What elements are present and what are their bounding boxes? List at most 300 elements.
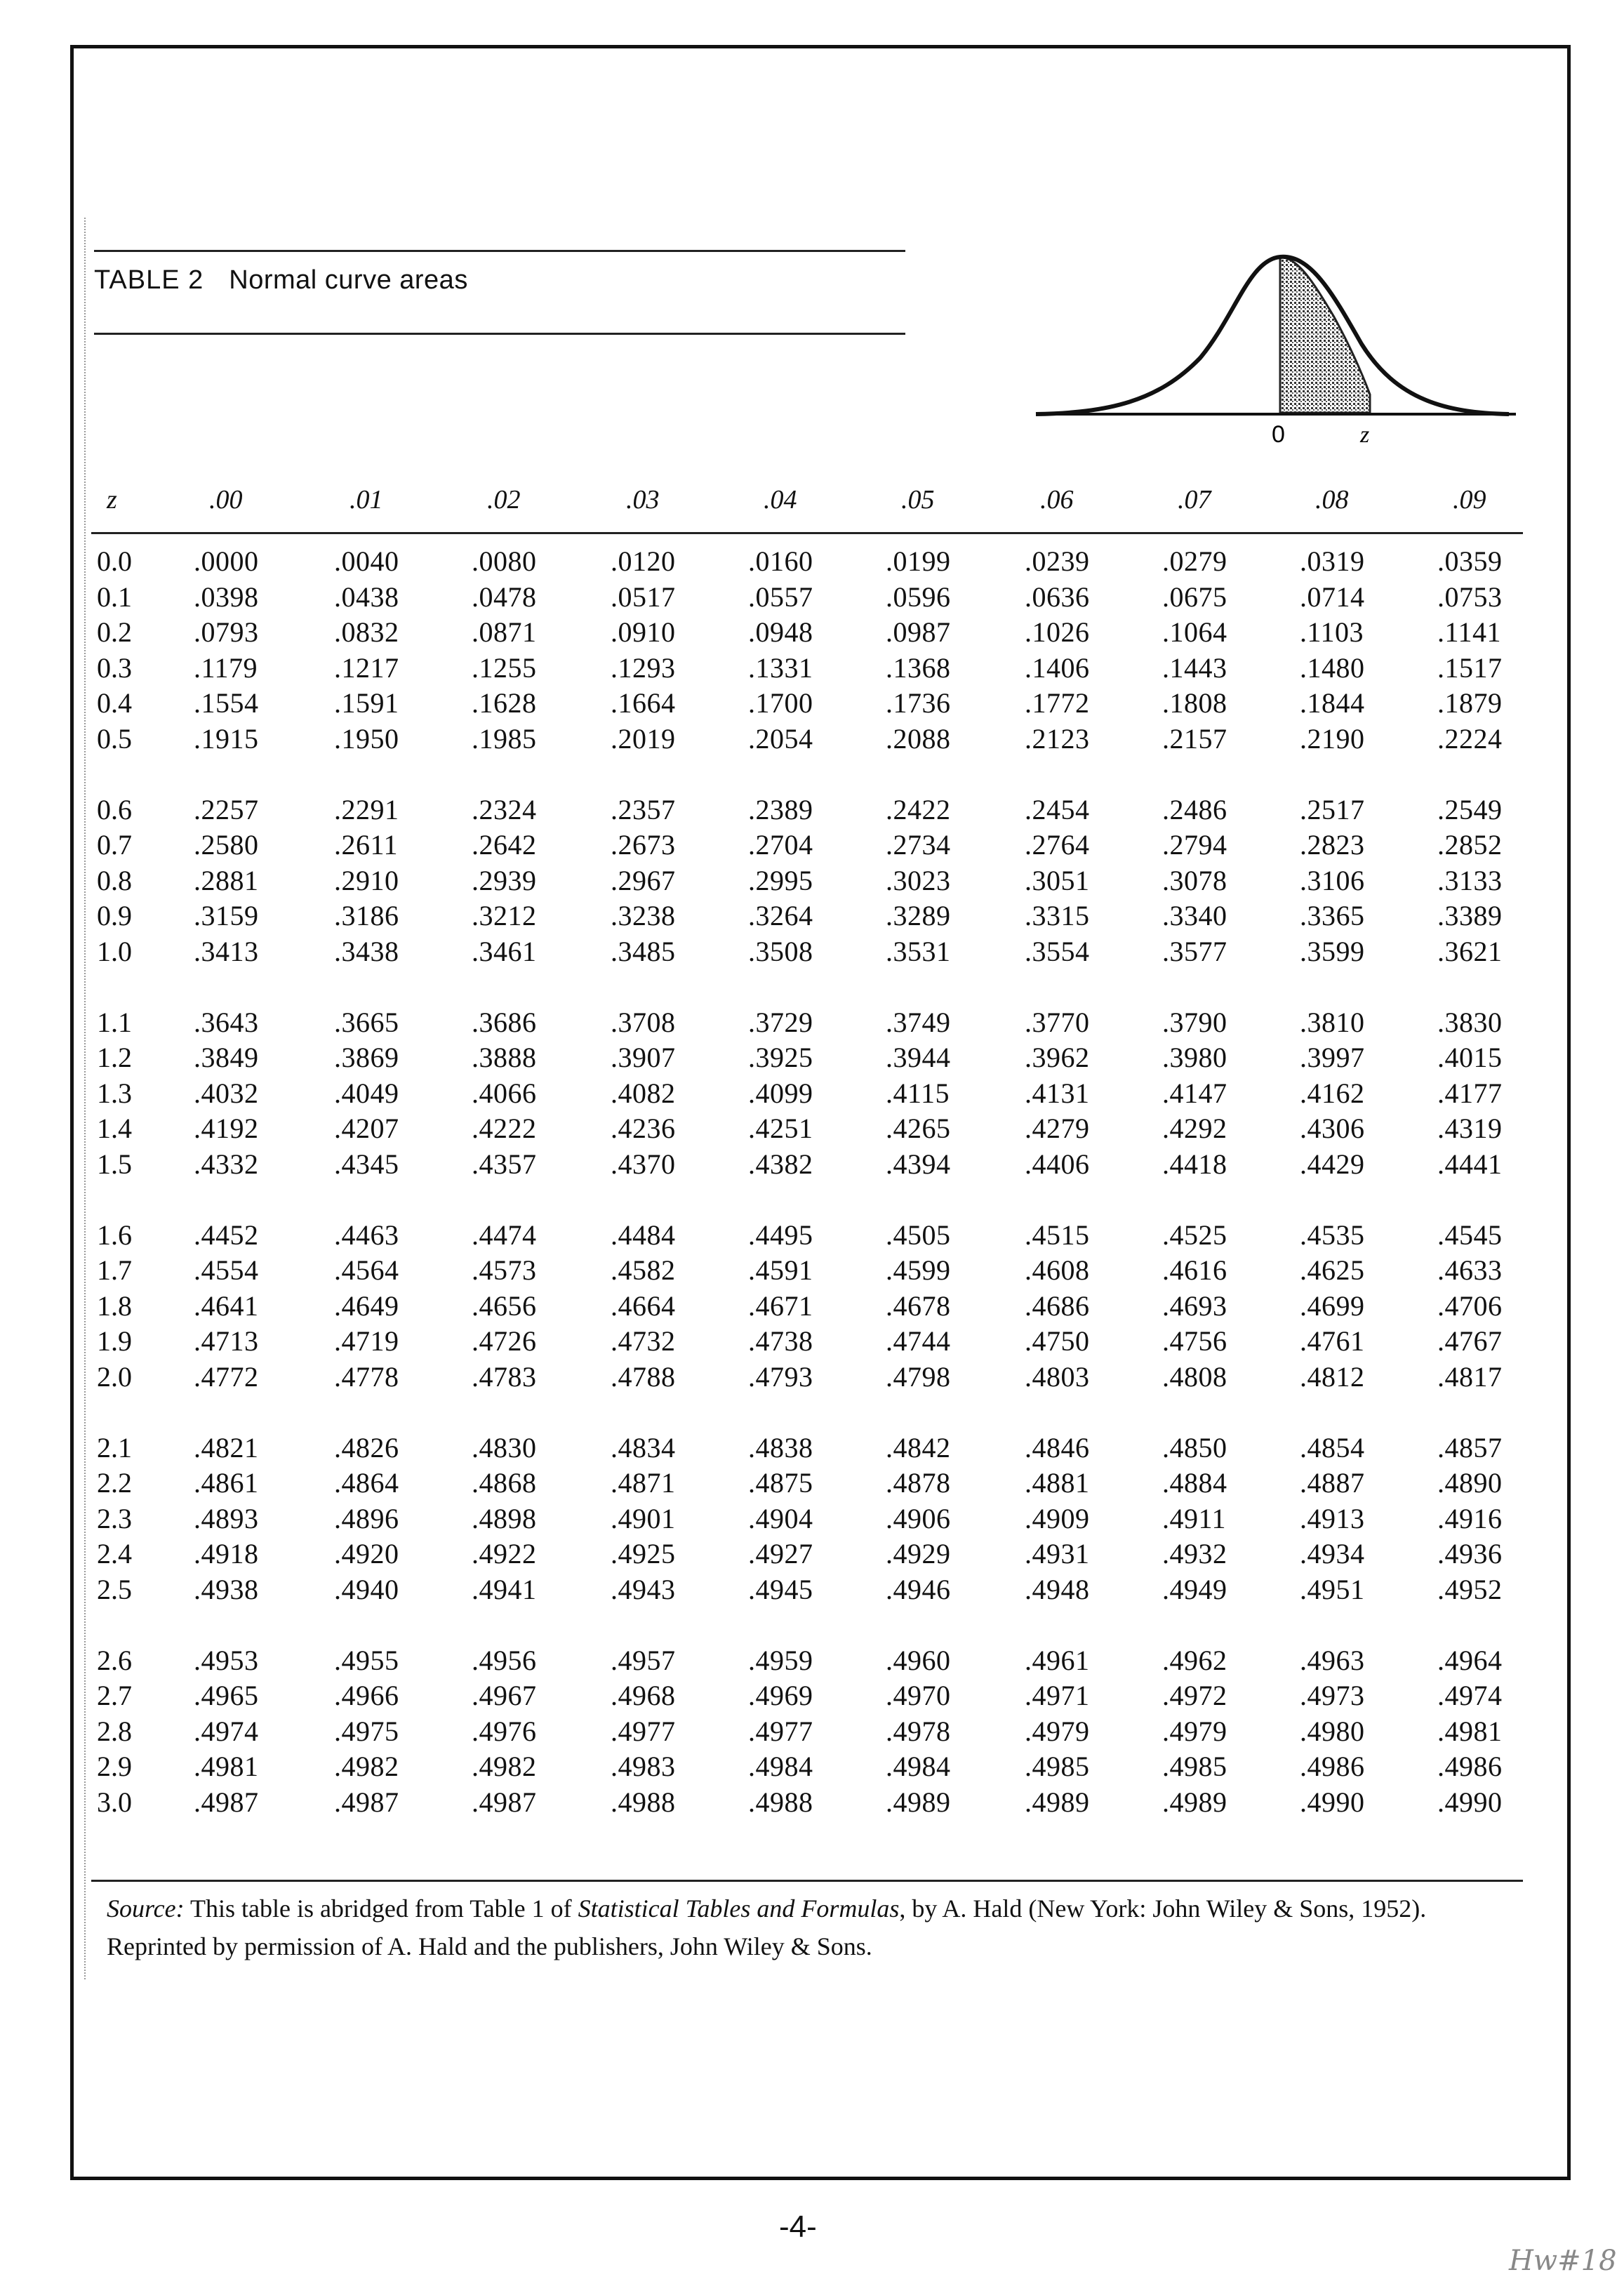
table-cell: .4441: [1437, 1148, 1503, 1180]
z-value: 0.8: [97, 864, 132, 896]
table-cell: .4990: [1437, 1786, 1503, 1818]
table-cell: .4884: [1162, 1467, 1227, 1499]
table-cell: .4817: [1437, 1361, 1503, 1393]
table-cell: .4911: [1162, 1502, 1227, 1534]
table-cell: .4987: [334, 1786, 399, 1818]
table-cell: .1628: [472, 687, 537, 719]
table-cell: .4976: [472, 1715, 537, 1747]
table-cell: .1103: [1300, 616, 1364, 649]
table-cell: .4693: [1162, 1289, 1227, 1322]
table-cell: .1255: [472, 651, 537, 684]
table-cell: .1064: [1162, 616, 1227, 649]
title-rule-bottom: [94, 333, 905, 335]
table-cell: .3023: [886, 864, 951, 896]
table-cell: .4909: [1025, 1502, 1090, 1534]
table-cell: .2454: [1025, 793, 1090, 825]
table-cell: .0000: [194, 545, 259, 577]
table-cell: .3962: [1025, 1042, 1090, 1074]
table-cell: .3729: [748, 1006, 813, 1038]
table-cell: .3389: [1437, 900, 1503, 932]
table-cell: .0279: [1162, 545, 1227, 577]
table-cell: .4962: [1162, 1644, 1227, 1676]
table-cell: .2357: [611, 793, 676, 825]
table-cell: .1700: [748, 687, 813, 719]
z-value: 1.4: [97, 1113, 132, 1145]
table-cell: .4382: [748, 1148, 813, 1180]
table-cell: .4591: [748, 1254, 813, 1287]
z-value: 2.7: [97, 1680, 132, 1712]
table-cell: .4949: [1162, 1574, 1227, 1605]
table-cell: .4850: [1162, 1431, 1227, 1463]
column-header: .02: [487, 485, 521, 515]
table-cell: .4881: [1025, 1467, 1090, 1499]
table-cell: .4744: [886, 1325, 951, 1357]
z-value: 3.0: [97, 1786, 132, 1818]
table-cell: .4394: [886, 1148, 951, 1180]
table-cell: .2517: [1300, 793, 1365, 825]
table-cell: .3554: [1025, 936, 1090, 967]
table-cell: .3289: [886, 900, 951, 932]
table-cell: .4979: [1162, 1715, 1227, 1747]
table-cell: .2123: [1025, 723, 1090, 755]
table-cell: .4971: [1025, 1680, 1090, 1712]
table-cell: .1772: [1025, 687, 1090, 719]
table-cell: .3159: [194, 900, 259, 932]
table-cell: .3830: [1437, 1006, 1503, 1038]
table-cell: .2088: [886, 723, 951, 755]
table-cell: .4750: [1025, 1325, 1090, 1357]
table-cell: .4927: [748, 1538, 813, 1570]
table-cell: .4793: [748, 1361, 813, 1393]
table-cell: .4941: [472, 1574, 537, 1605]
table-cell: .4495: [748, 1219, 813, 1251]
table-cell: .4131: [1025, 1077, 1090, 1109]
table-cell: .4898: [472, 1502, 537, 1534]
table-cell: .4474: [472, 1219, 537, 1251]
table-cell: .4929: [886, 1538, 951, 1570]
table-cell: .3749: [886, 1006, 951, 1038]
table-cell: .2324: [472, 793, 537, 825]
table-cell: .4279: [1025, 1113, 1090, 1145]
table-cell: .3944: [886, 1042, 951, 1074]
table-cell: .2823: [1300, 829, 1365, 861]
table-cell: .0636: [1025, 580, 1090, 613]
table-cell: .4616: [1162, 1254, 1227, 1287]
table-cell: .4871: [611, 1467, 676, 1499]
table-cell: .4970: [886, 1680, 951, 1712]
table-cell: .2939: [472, 864, 537, 896]
table-cell: .1808: [1162, 687, 1227, 719]
table-cell: .4115: [886, 1077, 950, 1109]
table-cell: .3078: [1162, 864, 1227, 896]
table-cell: .4319: [1437, 1113, 1503, 1145]
table-cell: .0557: [748, 580, 813, 613]
table-cell: .0948: [748, 616, 813, 649]
footer-rule: [91, 1880, 1523, 1882]
table-cell: .4985: [1025, 1751, 1090, 1783]
table-cell: .2642: [472, 829, 537, 861]
table-cell: .4966: [334, 1680, 399, 1712]
table-cell: .2580: [194, 829, 259, 861]
column-header: .05: [901, 485, 935, 515]
table-cell: .4901: [611, 1502, 676, 1534]
table-cell: .0239: [1025, 545, 1090, 577]
table-cell: .2995: [748, 864, 813, 896]
table-cell: .4345: [334, 1148, 399, 1180]
normal-curve-figure: [1025, 239, 1516, 456]
table-cell: .1217: [334, 651, 399, 684]
z-value: 0.5: [97, 723, 132, 755]
table-cell: .4988: [748, 1786, 813, 1818]
table-cell: .3531: [886, 936, 951, 967]
table-cell: .4671: [748, 1289, 813, 1322]
table-cell: .3790: [1162, 1006, 1227, 1038]
table-cell: .4989: [886, 1786, 951, 1818]
table-cell: .4961: [1025, 1644, 1090, 1676]
z-value: 1.3: [97, 1077, 132, 1109]
z-value: 0.9: [97, 900, 132, 932]
table-cell: .0478: [472, 580, 537, 613]
bell-curve: [1036, 257, 1509, 414]
table-cell: .4987: [472, 1786, 537, 1818]
table-cell: .1368: [886, 651, 951, 684]
table-cell: .4370: [611, 1148, 676, 1180]
z-header: z: [107, 485, 117, 515]
table-cell: .3051: [1025, 864, 1090, 896]
table-cell: .2291: [334, 793, 399, 825]
table-cell: .1517: [1437, 651, 1503, 684]
column-header: .06: [1040, 485, 1074, 515]
table-cell: .4706: [1437, 1289, 1503, 1322]
table-cell: .1026: [1025, 616, 1090, 649]
table-cell: .0714: [1300, 580, 1365, 613]
table-cell: .4965: [194, 1680, 259, 1712]
table-cell: .4656: [472, 1289, 537, 1322]
table-cell: .4162: [1300, 1077, 1365, 1109]
table-cell: .4633: [1437, 1254, 1503, 1287]
table-cell: .4981: [194, 1751, 259, 1783]
table-cell: .2389: [748, 793, 813, 825]
table-cell: .4732: [611, 1325, 676, 1357]
table-cell: .4756: [1162, 1325, 1227, 1357]
table-cell: .4963: [1300, 1644, 1365, 1676]
table-cell: .2257: [194, 793, 259, 825]
table-cell: .4082: [611, 1077, 676, 1109]
table-cell: .4982: [334, 1751, 399, 1783]
table-cell: .4982: [472, 1751, 537, 1783]
table-cell: .3907: [611, 1042, 676, 1074]
table-cell: .4973: [1300, 1680, 1365, 1712]
table-cell: .2967: [611, 864, 676, 896]
table-cell: .4990: [1300, 1786, 1365, 1818]
table-cell: .0040: [334, 545, 399, 577]
table-cell: .3212: [472, 900, 537, 932]
table-cell: .4788: [611, 1361, 676, 1393]
table-cell: .2673: [611, 829, 676, 861]
table-cell: .4265: [886, 1113, 951, 1145]
table-cell: .4875: [748, 1467, 813, 1499]
table-cell: .3888: [472, 1042, 537, 1074]
table-cell: .4981: [1437, 1715, 1503, 1747]
table-cell: .4857: [1437, 1431, 1503, 1463]
table-cell: .3686: [472, 1006, 537, 1038]
table-cell: .1915: [194, 723, 259, 755]
table-cell: .4719: [334, 1325, 399, 1357]
table-cell: .4515: [1025, 1219, 1090, 1251]
table-cell: .3365: [1300, 900, 1365, 932]
origin-label: 0: [1272, 421, 1285, 448]
table-cell: .4306: [1300, 1113, 1365, 1145]
table-cell: .4649: [334, 1289, 399, 1322]
table-cell: .1664: [611, 687, 676, 719]
table-title: [94, 265, 468, 296]
table-cell: .1554: [194, 687, 259, 719]
table-cell: .1141: [1437, 616, 1502, 649]
table-cell: .3770: [1025, 1006, 1090, 1038]
z-value: 2.9: [97, 1751, 132, 1783]
column-header: .09: [1453, 485, 1486, 515]
table-cell: .3599: [1300, 936, 1365, 967]
table-cell: .4920: [334, 1538, 399, 1570]
page-number: -4-: [779, 2210, 817, 2244]
table-cell: .4975: [334, 1715, 399, 1747]
table-cell: .4983: [611, 1751, 676, 1783]
table-cell: .4934: [1300, 1538, 1365, 1570]
table-cell: .3413: [194, 936, 259, 967]
z-value: 0.1: [97, 580, 132, 613]
z-value: 0.7: [97, 829, 132, 861]
table-cell: .2422: [886, 793, 951, 825]
table-cell: .1480: [1300, 651, 1365, 684]
table-cell: .3485: [611, 936, 676, 967]
table-cell: .4505: [886, 1219, 951, 1251]
table-cell: .4938: [194, 1574, 259, 1605]
table-cell: .2910: [334, 864, 399, 896]
column-header: .01: [350, 485, 383, 515]
table-cell: .4878: [886, 1467, 951, 1499]
table-cell: .4222: [472, 1113, 537, 1145]
table-cell: .3980: [1162, 1042, 1227, 1074]
z-value: 1.2: [97, 1042, 132, 1074]
table-cell: .4726: [472, 1325, 537, 1357]
table-cell: .4925: [611, 1538, 676, 1570]
table-cell: .4842: [886, 1431, 951, 1463]
table-cell: .0160: [748, 545, 813, 577]
table-cell: .4906: [886, 1502, 951, 1534]
table-cell: .4678: [886, 1289, 951, 1322]
z-value: 1.5: [97, 1148, 132, 1180]
table-cell: .3925: [748, 1042, 813, 1074]
table-cell: .4978: [886, 1715, 951, 1747]
table-cell: .2019: [611, 723, 676, 755]
table-cell: .2794: [1162, 829, 1227, 861]
table-cell: .4761: [1300, 1325, 1365, 1357]
table-cell: .1591: [334, 687, 399, 719]
table-cell: .1879: [1437, 687, 1503, 719]
table-cell: .4573: [472, 1254, 537, 1287]
table-cell: .3869: [334, 1042, 399, 1074]
table-cell: .2549: [1437, 793, 1503, 825]
table-cell: .0359: [1437, 545, 1503, 577]
table-cell: .4332: [194, 1148, 259, 1180]
table-cell: .3849: [194, 1042, 259, 1074]
table-cell: .4980: [1300, 1715, 1365, 1747]
table-cell: .4798: [886, 1361, 951, 1393]
table-cell: .4846: [1025, 1431, 1090, 1463]
table-cell: .0987: [886, 616, 951, 649]
table-cell: .3508: [748, 936, 813, 967]
table-cell: .1844: [1300, 687, 1365, 719]
table-cell: .4932: [1162, 1538, 1227, 1570]
table-cell: .1331: [748, 651, 813, 684]
table-cell: .4985: [1162, 1751, 1227, 1783]
source-text-1: This table is abridged from Table 1 of: [184, 1894, 578, 1923]
table-cell: .3665: [334, 1006, 399, 1038]
table-cell: .4968: [611, 1680, 676, 1712]
table-cell: .4896: [334, 1502, 399, 1534]
table-cell: .0910: [611, 616, 676, 649]
table-cell: .4564: [334, 1254, 399, 1287]
table-cell: .4236: [611, 1113, 676, 1145]
table-cell: .4830: [472, 1431, 537, 1463]
table-cell: .0675: [1162, 580, 1227, 613]
table-cell: .4957: [611, 1644, 676, 1676]
table-label: TABLE 2: [94, 265, 204, 295]
z-value: 2.6: [97, 1644, 132, 1676]
title-rule-top: [94, 250, 905, 252]
table-cell: .0871: [472, 616, 537, 649]
table-cell: .4192: [194, 1113, 259, 1145]
table-cell: .4974: [194, 1715, 259, 1747]
table-cell: .3133: [1437, 864, 1503, 896]
table-cell: .2611: [334, 829, 399, 861]
table-cell: .2704: [748, 829, 813, 861]
z-value: 0.2: [97, 616, 132, 649]
table-cell: .4916: [1437, 1502, 1503, 1534]
table-cell: .4049: [334, 1077, 399, 1109]
table-cell: .4803: [1025, 1361, 1090, 1393]
table-cell: .4686: [1025, 1289, 1090, 1322]
table-cell: .4207: [334, 1113, 399, 1145]
table-cell: .4854: [1300, 1431, 1365, 1463]
table-cell: .2852: [1437, 829, 1503, 861]
margin-line: [84, 218, 86, 1979]
table-cell: .0398: [194, 580, 259, 613]
table-cell: .3643: [194, 1006, 259, 1038]
table-cell: .4554: [194, 1254, 259, 1287]
table-cell: .1950: [334, 723, 399, 755]
table-cell: .4959: [748, 1644, 813, 1676]
table-cell: .4641: [194, 1289, 259, 1322]
z-value: 1.9: [97, 1325, 132, 1357]
table-cell: .4599: [886, 1254, 951, 1287]
table-cell: .4608: [1025, 1254, 1090, 1287]
table-cell: .1293: [611, 651, 676, 684]
table-cell: .3315: [1025, 900, 1090, 932]
table-cell: .4525: [1162, 1219, 1227, 1251]
table-cell: .4292: [1162, 1113, 1227, 1145]
table-cell: .4989: [1025, 1786, 1090, 1818]
table-cell: .4406: [1025, 1148, 1090, 1180]
table-cell: .4893: [194, 1502, 259, 1534]
table-cell: .0438: [334, 580, 399, 613]
table-cell: .0517: [611, 580, 676, 613]
z-value: 2.0: [97, 1361, 132, 1393]
table-cell: .4177: [1437, 1077, 1503, 1109]
table-cell: .4977: [611, 1715, 676, 1747]
z-value: 2.1: [97, 1431, 132, 1463]
table-cell: .0319: [1300, 545, 1365, 577]
z-value: 1.0: [97, 936, 132, 967]
z-value: 0.6: [97, 793, 132, 825]
table-cell: .4964: [1437, 1644, 1503, 1676]
table-cell: .4582: [611, 1254, 676, 1287]
table-cell: .3106: [1300, 864, 1365, 896]
table-cell: .0596: [886, 580, 951, 613]
table-cell: .3621: [1437, 936, 1503, 967]
table-cell: .2157: [1162, 723, 1227, 755]
table-cell: .4868: [472, 1467, 537, 1499]
table-cell: .4861: [194, 1467, 259, 1499]
table-cell: .4940: [334, 1574, 399, 1605]
table-cell: .4986: [1437, 1751, 1503, 1783]
table-cell: .3438: [334, 936, 399, 967]
source-lead: Source:: [107, 1894, 185, 1923]
table-cell: .4147: [1162, 1077, 1227, 1109]
z-value: 2.2: [97, 1467, 132, 1499]
table-cell: .4535: [1300, 1219, 1365, 1251]
table-cell: .4699: [1300, 1289, 1365, 1322]
table-cell: .4984: [748, 1751, 813, 1783]
table-cell: .0793: [194, 616, 259, 649]
table-cell: .1985: [472, 723, 537, 755]
column-header: .07: [1178, 485, 1211, 515]
table-cell: .3810: [1300, 1006, 1365, 1038]
table-cell: .4808: [1162, 1361, 1227, 1393]
table-cell: .4099: [748, 1077, 813, 1109]
table-cell: .2054: [748, 723, 813, 755]
table-cell: .2190: [1300, 723, 1365, 755]
table-cell: .4918: [194, 1538, 259, 1570]
table-cell: .4767: [1437, 1325, 1503, 1357]
source-book-title: Statistical Tables and Formulas: [578, 1894, 900, 1923]
table-cell: .3577: [1162, 936, 1227, 967]
table-cell: .4812: [1300, 1361, 1365, 1393]
table-cell: .3264: [748, 900, 813, 932]
table-cell: .3461: [472, 936, 537, 967]
table-cell: .4988: [611, 1786, 676, 1818]
table-cell: .4969: [748, 1680, 813, 1712]
table-cell: .3997: [1300, 1042, 1365, 1074]
table-cell: .2734: [886, 829, 951, 861]
table-cell: .4986: [1300, 1751, 1365, 1783]
table-cell: .4834: [611, 1431, 676, 1463]
table-cell: .4951: [1300, 1574, 1365, 1605]
table-cell: .4484: [611, 1219, 676, 1251]
table-cell: .4738: [748, 1325, 813, 1357]
table-cell: .4977: [748, 1715, 813, 1747]
table-cell: .4960: [886, 1644, 951, 1676]
column-header: .00: [209, 485, 243, 515]
table-cell: .4251: [748, 1113, 813, 1145]
table-cell: .4945: [748, 1574, 813, 1605]
z-value: 2.5: [97, 1574, 132, 1605]
table-cell: .4931: [1025, 1538, 1090, 1570]
table-cell: .3186: [334, 900, 399, 932]
table-cell: .4418: [1162, 1148, 1227, 1180]
column-header: .03: [626, 485, 660, 515]
table-cell: .4904: [748, 1502, 813, 1534]
